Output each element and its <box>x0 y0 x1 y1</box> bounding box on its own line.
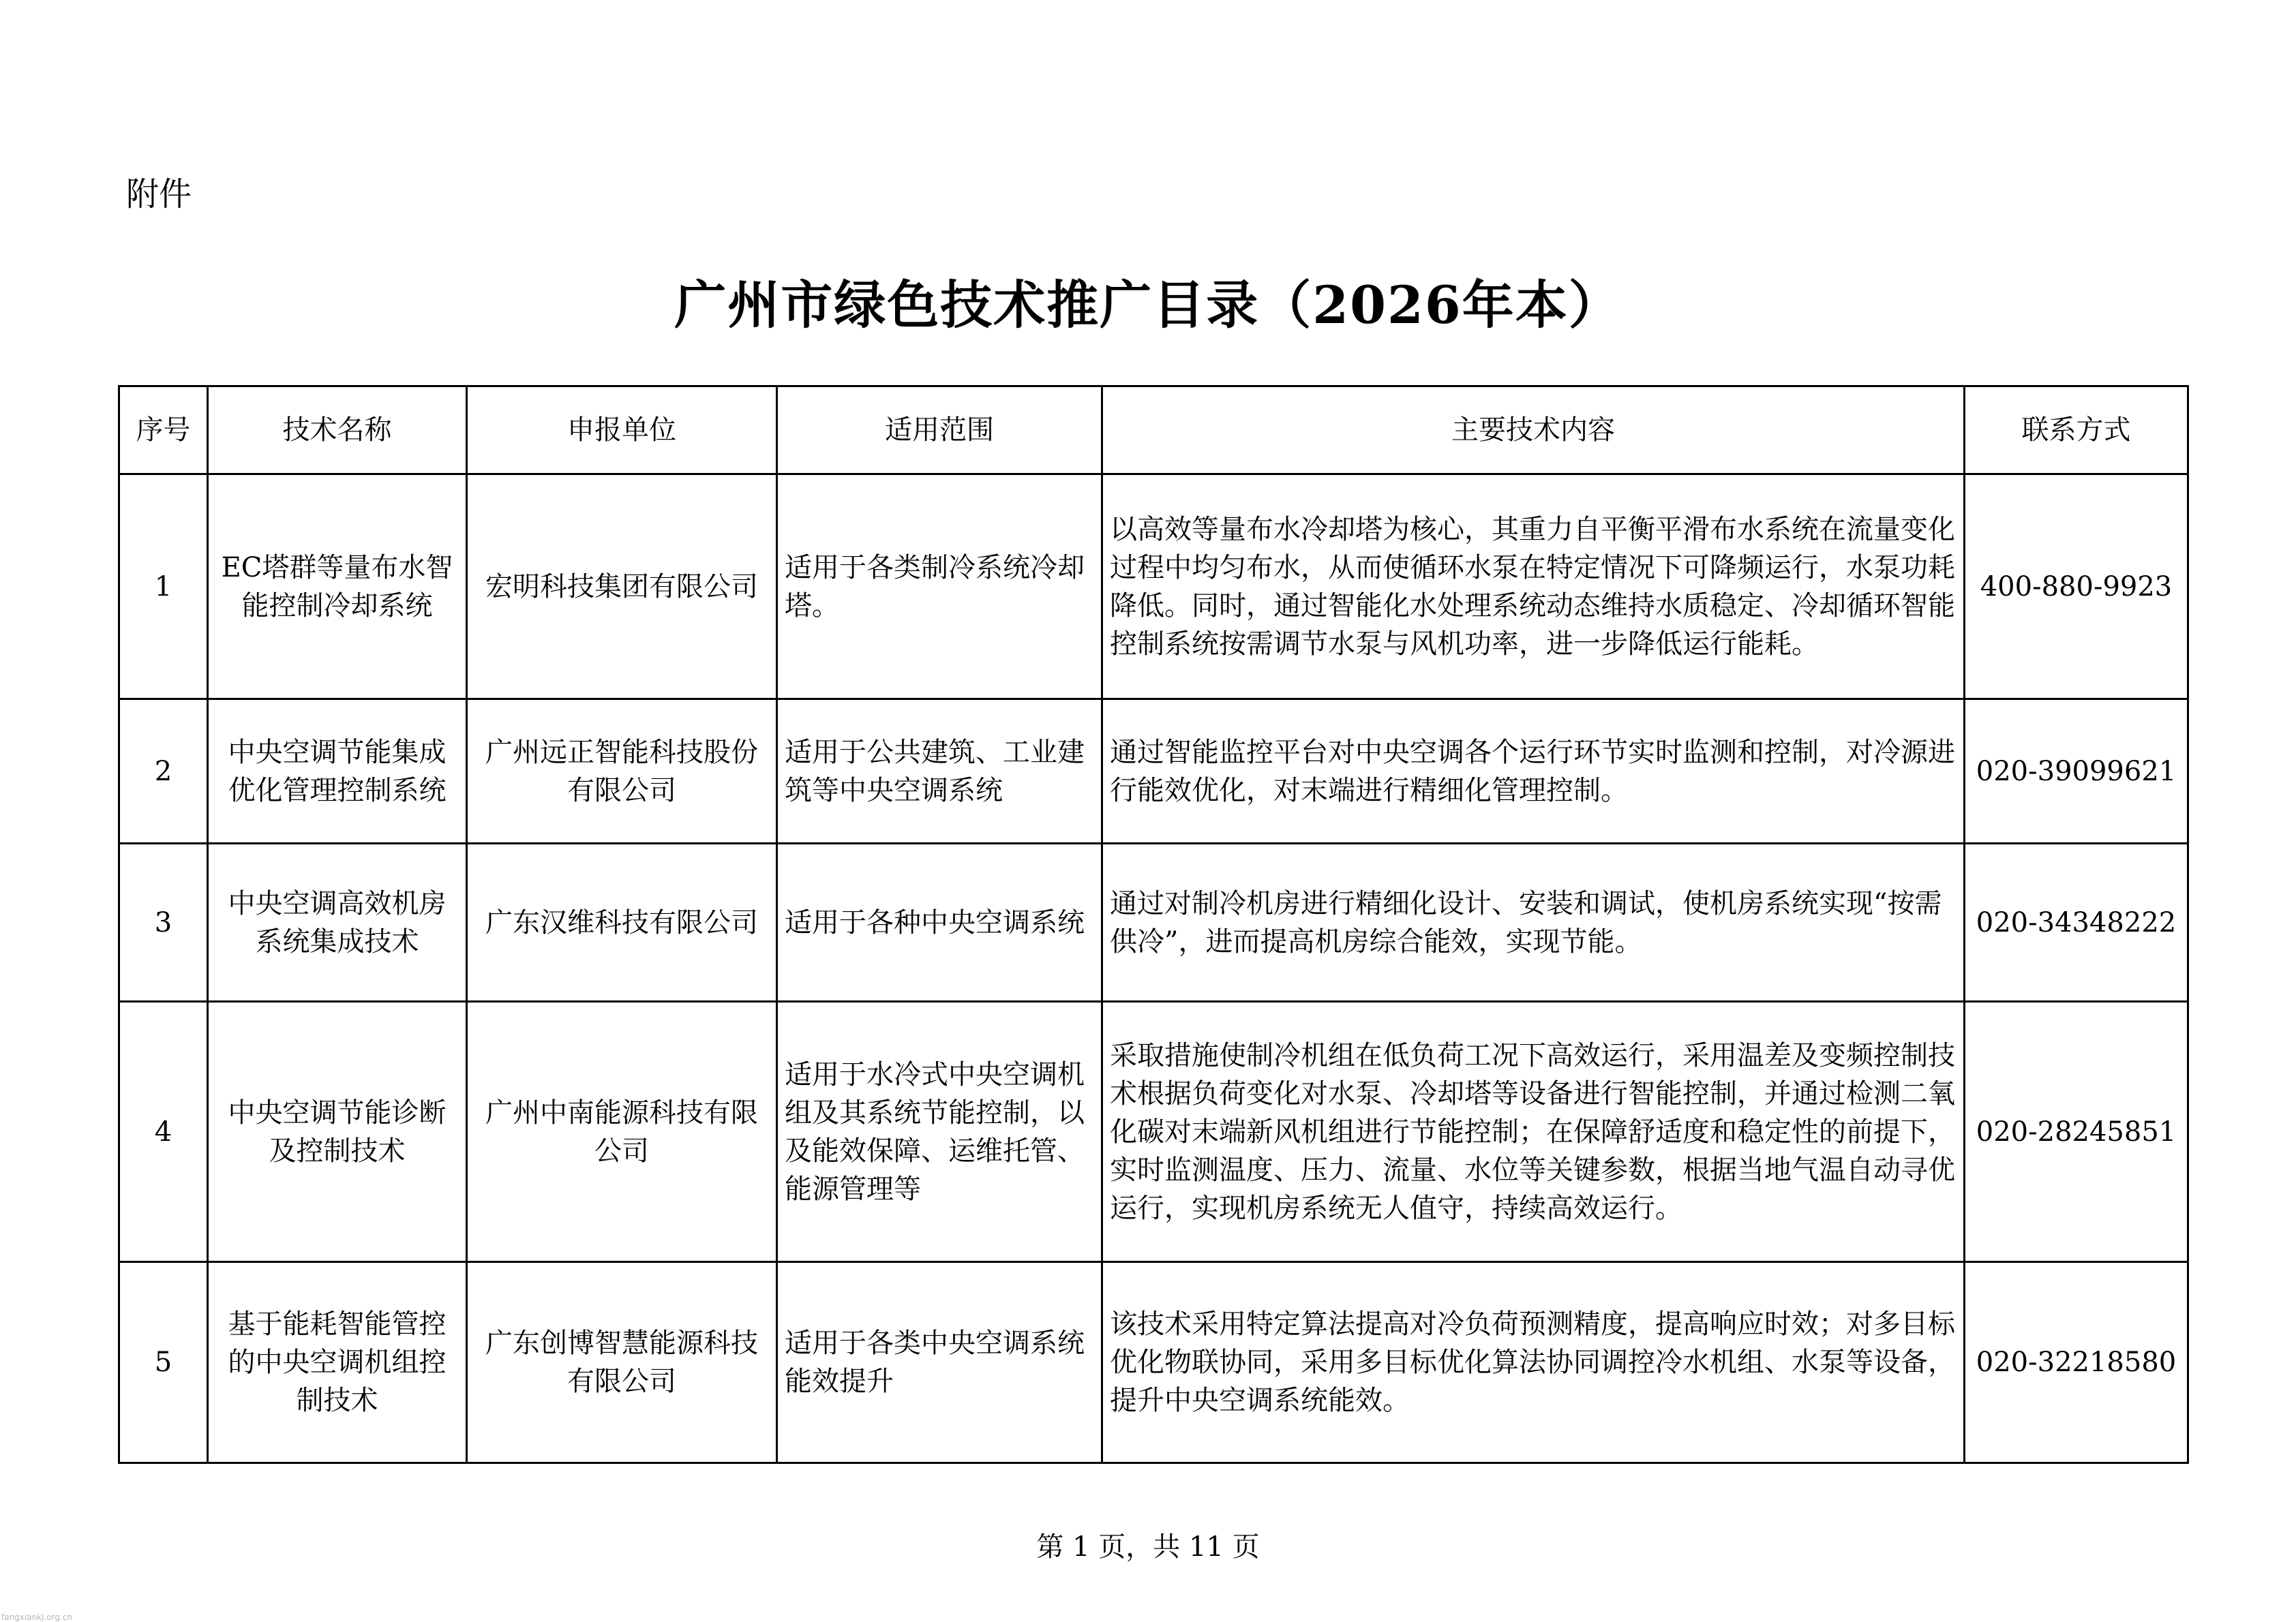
application-scope: 适用于水冷式中央空调机组及其系统节能控制，以及能效保障、运维托管、能源管理等 <box>777 1002 1102 1262</box>
row-number: 2 <box>119 699 208 844</box>
table-header-row <box>119 386 2188 474</box>
table-row <box>119 699 2188 844</box>
technical-content: 通过对制冷机房进行精细化设计、安装和调试，使机房系统实现“按需供冷”，进而提高机房综合能效，实现节能。 <box>1102 844 1965 1002</box>
applicant-unit: 广东创博智慧能源科技有限公司 <box>467 1262 777 1463</box>
technical-content: 该技术采用特定算法提高对冷负荷预测精度，提高响应时效；对多目标优化物联协同，采用多目标优化算法协同调控冷水机组、水泵等设备，提升中央空调系统能效。 <box>1102 1262 1965 1463</box>
contact-phone: 020-34348222 <box>1965 844 2188 1002</box>
row-number: 5 <box>119 1262 208 1463</box>
contact-phone: 020-32218580 <box>1965 1262 2188 1463</box>
technology-name: 基于能耗智能管控的中央空调机组控制技术 <box>208 1262 467 1463</box>
green-tech-catalog-table <box>118 385 2189 1464</box>
application-scope: 适用于各类制冷系统冷却塔。 <box>777 474 1102 699</box>
applicant-unit: 广东汉维科技有限公司 <box>467 844 777 1002</box>
column-header-contact: 联系方式 <box>1965 386 2188 474</box>
applicant-unit: 宏明科技集团有限公司 <box>467 474 777 699</box>
column-header-no: 序号 <box>119 386 208 474</box>
contact-phone: 020-39099621 <box>1965 699 2188 844</box>
technology-name: 中央空调高效机房系统集成技术 <box>208 844 467 1002</box>
row-number: 3 <box>119 844 208 1002</box>
column-header-content: 主要技术内容 <box>1102 386 1965 474</box>
table-row <box>119 1262 2188 1463</box>
application-scope: 适用于公共建筑、工业建筑等中央空调系统 <box>777 699 1102 844</box>
page-title: 广州市绿色技术推广目录（2026年本） <box>674 275 1622 335</box>
contact-phone: 020-28245851 <box>1965 1002 2188 1262</box>
contact-phone: 400-880-9923 <box>1965 474 2188 699</box>
technical-content: 以高效等量布水冷却塔为核心，其重力自平衡平滑布水系统在流量变化过程中均匀布水，从而使循环水泵在特定情况下可降频运行，水泵功耗降低。同时，通过智能化水处理系统动态维持水质稳定、冷却循环智能控制系统按需调节水泵与风机功率，进一步降低运行能耗。 <box>1102 474 1965 699</box>
column-header-unit: 申报单位 <box>467 386 777 474</box>
table-row <box>119 844 2188 1002</box>
attachment-label: 附件 <box>126 175 192 213</box>
source-watermark: fangxiankj.org.cn <box>1 1612 72 1622</box>
technical-content: 采取措施使制冷机组在低负荷工况下高效运行，采用温差及变频控制技术根据负荷变化对水泵、冷却塔等设备进行智能控制，并通过检测二氧化碳对末端新风机组进行节能控制；在保障舒适度和稳定性的前提下，实时监测温度、压力、流量、水位等关键参数，根据当地气温自动寻优运行，实现机房系统无人值守，持续高效运行。 <box>1102 1002 1965 1262</box>
table-row <box>119 1002 2188 1262</box>
technology-name: 中央空调节能集成优化管理控制系统 <box>208 699 467 844</box>
table-row <box>119 474 2188 699</box>
application-scope: 适用于各类中央空调系统能效提升 <box>777 1262 1102 1463</box>
page-number-footer: 第 1 页，共 11 页 <box>1036 1531 1260 1563</box>
applicant-unit: 广州远正智能科技股份有限公司 <box>467 699 777 844</box>
row-number: 1 <box>119 474 208 699</box>
technical-content: 通过智能监控平台对中央空调各个运行环节实时监测和控制，对冷源进行能效优化，对末端进行精细化管理控制。 <box>1102 699 1965 844</box>
application-scope: 适用于各种中央空调系统 <box>777 844 1102 1002</box>
applicant-unit: 广州中南能源科技有限公司 <box>467 1002 777 1262</box>
technology-name: EC塔群等量布水智能控制冷却系统 <box>208 474 467 699</box>
column-header-name: 技术名称 <box>208 386 467 474</box>
column-header-scope: 适用范围 <box>777 386 1102 474</box>
row-number: 4 <box>119 1002 208 1262</box>
technology-name: 中央空调节能诊断及控制技术 <box>208 1002 467 1262</box>
